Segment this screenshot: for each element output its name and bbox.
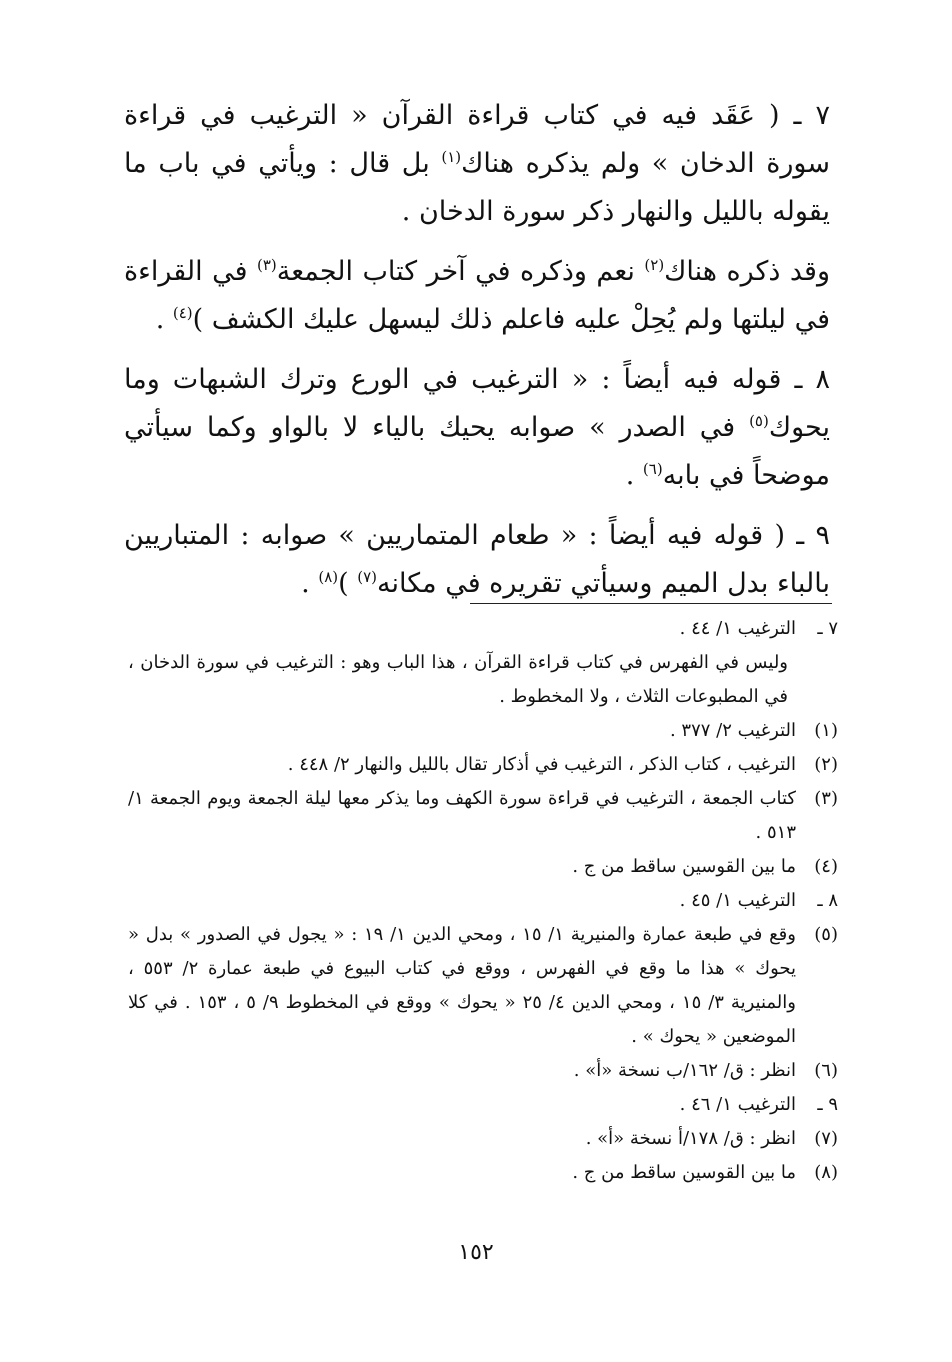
footnote-mark: (٢) [814,754,838,775]
footnote [128,1088,838,1122]
footnote-text: كتاب الجمعة ، الترغيب في قراءة سورة الكهف وما يذكر معها ليلة الجمعة ويوم الجمعة ١/ ٥١٣ . [128,788,796,843]
footnote [128,612,838,646]
footnote-text: الترغيب ١/ ٤٤ . [679,618,796,639]
footnote-mark: (٥) [814,924,838,945]
footnote-mark: (٧) [814,1128,838,1149]
main-text [124,92,830,620]
footnote-mark: (٨) [814,1162,838,1183]
footnote [128,782,838,850]
paragraph-8: ٨ ـ قوله فيه أيضاً : « الترغيب في الورع وترك الشبهات وما يحوك$^{(٥)}$ في الصدر » صوابه يحيك بالياء لا بالواو وكما سيأتي موضحاً في بابه$^{(٦)}$ . [124,364,830,491]
footnote-ref: (٦) [642,460,663,478]
paragraph-7: ٧ ـ ( عَقَد فيه في كتاب قراءة القرآن « الترغيب في قراءة سورة الدخان » ولم يذكره هناك$^{(١)}$ بل قال : ويأتي في باب ما يقوله بالليل والنهار ذكر سورة الدخان . [124,100,830,227]
footnote-mark: (٤) [814,856,838,877]
footnote-separator [470,603,832,604]
footnote-ref: (٨) [318,568,339,586]
footnote [128,918,838,1054]
footnote-text: ما بين القوسين ساقط من ج . [572,1162,796,1183]
footnote-text: ما بين القوسين ساقط من ج . [572,856,796,877]
footnote-text: الترغيب ، كتاب الذكر ، الترغيب في أذكار تقال بالليل والنهار ٢/ ٤٤٨ . [287,754,796,775]
paragraph-9: ٩ ـ ( قوله فيه أيضاً : « طعام المتماريين » صوابه : المتباريين بالباء بدل الميم وسيأتي تقريره في مكانه$^{(٧)}$ )$^{(٨)}$ . [124,520,830,599]
footnote-text: انظر : ق/ ١٧٨/أ نسخة «أ» . [585,1128,796,1149]
footnotes [128,612,838,1190]
page-number: ١٥٢ [458,1240,494,1265]
footnote-ref: (٥) [749,412,769,430]
footnote-mark: (١) [814,720,838,741]
footnote-ref: (١) [441,148,462,166]
footnote-mark: ٧ ـ [817,618,838,639]
footnote-text: انظر : ق/ ١٦٢/ب نسخة «أ» . [573,1060,796,1081]
footnote-mark: ٨ ـ [817,890,838,911]
footnote [128,646,838,714]
footnote-text: الترغيب ٢/ ٣٧٧ . [669,720,796,741]
footnote-mark: (٣) [814,788,838,809]
paragraph-7-continued: وقد ذكره هناك$^{(٢)}$ نعم وذكره في آخر كتاب الجمعة$^{(٣)}$ في القراءة في ليلتها ولم يُحِلْ عليه فاعلم ذلك ليسهل عليك الكشف )$^{(٤)}$ . [124,256,830,335]
footnote [128,1122,838,1156]
footnote [128,714,838,748]
footnote-ref: (٤) [172,304,193,322]
footnote-ref: (٣) [256,256,277,274]
footnote-text: وقع في طبعة عمارة والمنيرية ١/ ١٥ ، ومحي الدين ١/ ١٩ : « يجول في الصدور » بدل « يحوك » هذا ما وقع في الفهرس ، ووقع في كتاب البيوع في طبعة عمارة ٢/ ٥٥٣ ، والمنيرية ٣/ ١٥ ، ومحي الدين ٤/ ٢٥ « يحوك » ووقع في المخطوط ٩/ ٥ ، ١٥٣ . في كلا الموضعين « يحوك » . [128,924,797,1047]
footnote [128,1156,838,1190]
footnote-mark: (٦) [814,1060,838,1081]
footnote-text: وليس في الفهرس في كتاب قراءة القرآن ، هذا الباب وهو : الترغيب في سورة الدخان ، في المطبوعات الثلاث ، ولا المخطوط . [128,652,788,707]
footnote [128,850,838,884]
footnote [128,884,838,918]
footnote-ref: (٧) [357,568,378,586]
footnote-text: الترغيب ١/ ٤٦ . [679,1094,796,1115]
footnote [128,748,838,782]
footnote-mark: ٩ ـ [817,1094,838,1115]
footnote-ref: (٢) [644,256,665,274]
footnote [128,1054,838,1088]
footnote-text: الترغيب ١/ ٤٥ . [679,890,796,911]
